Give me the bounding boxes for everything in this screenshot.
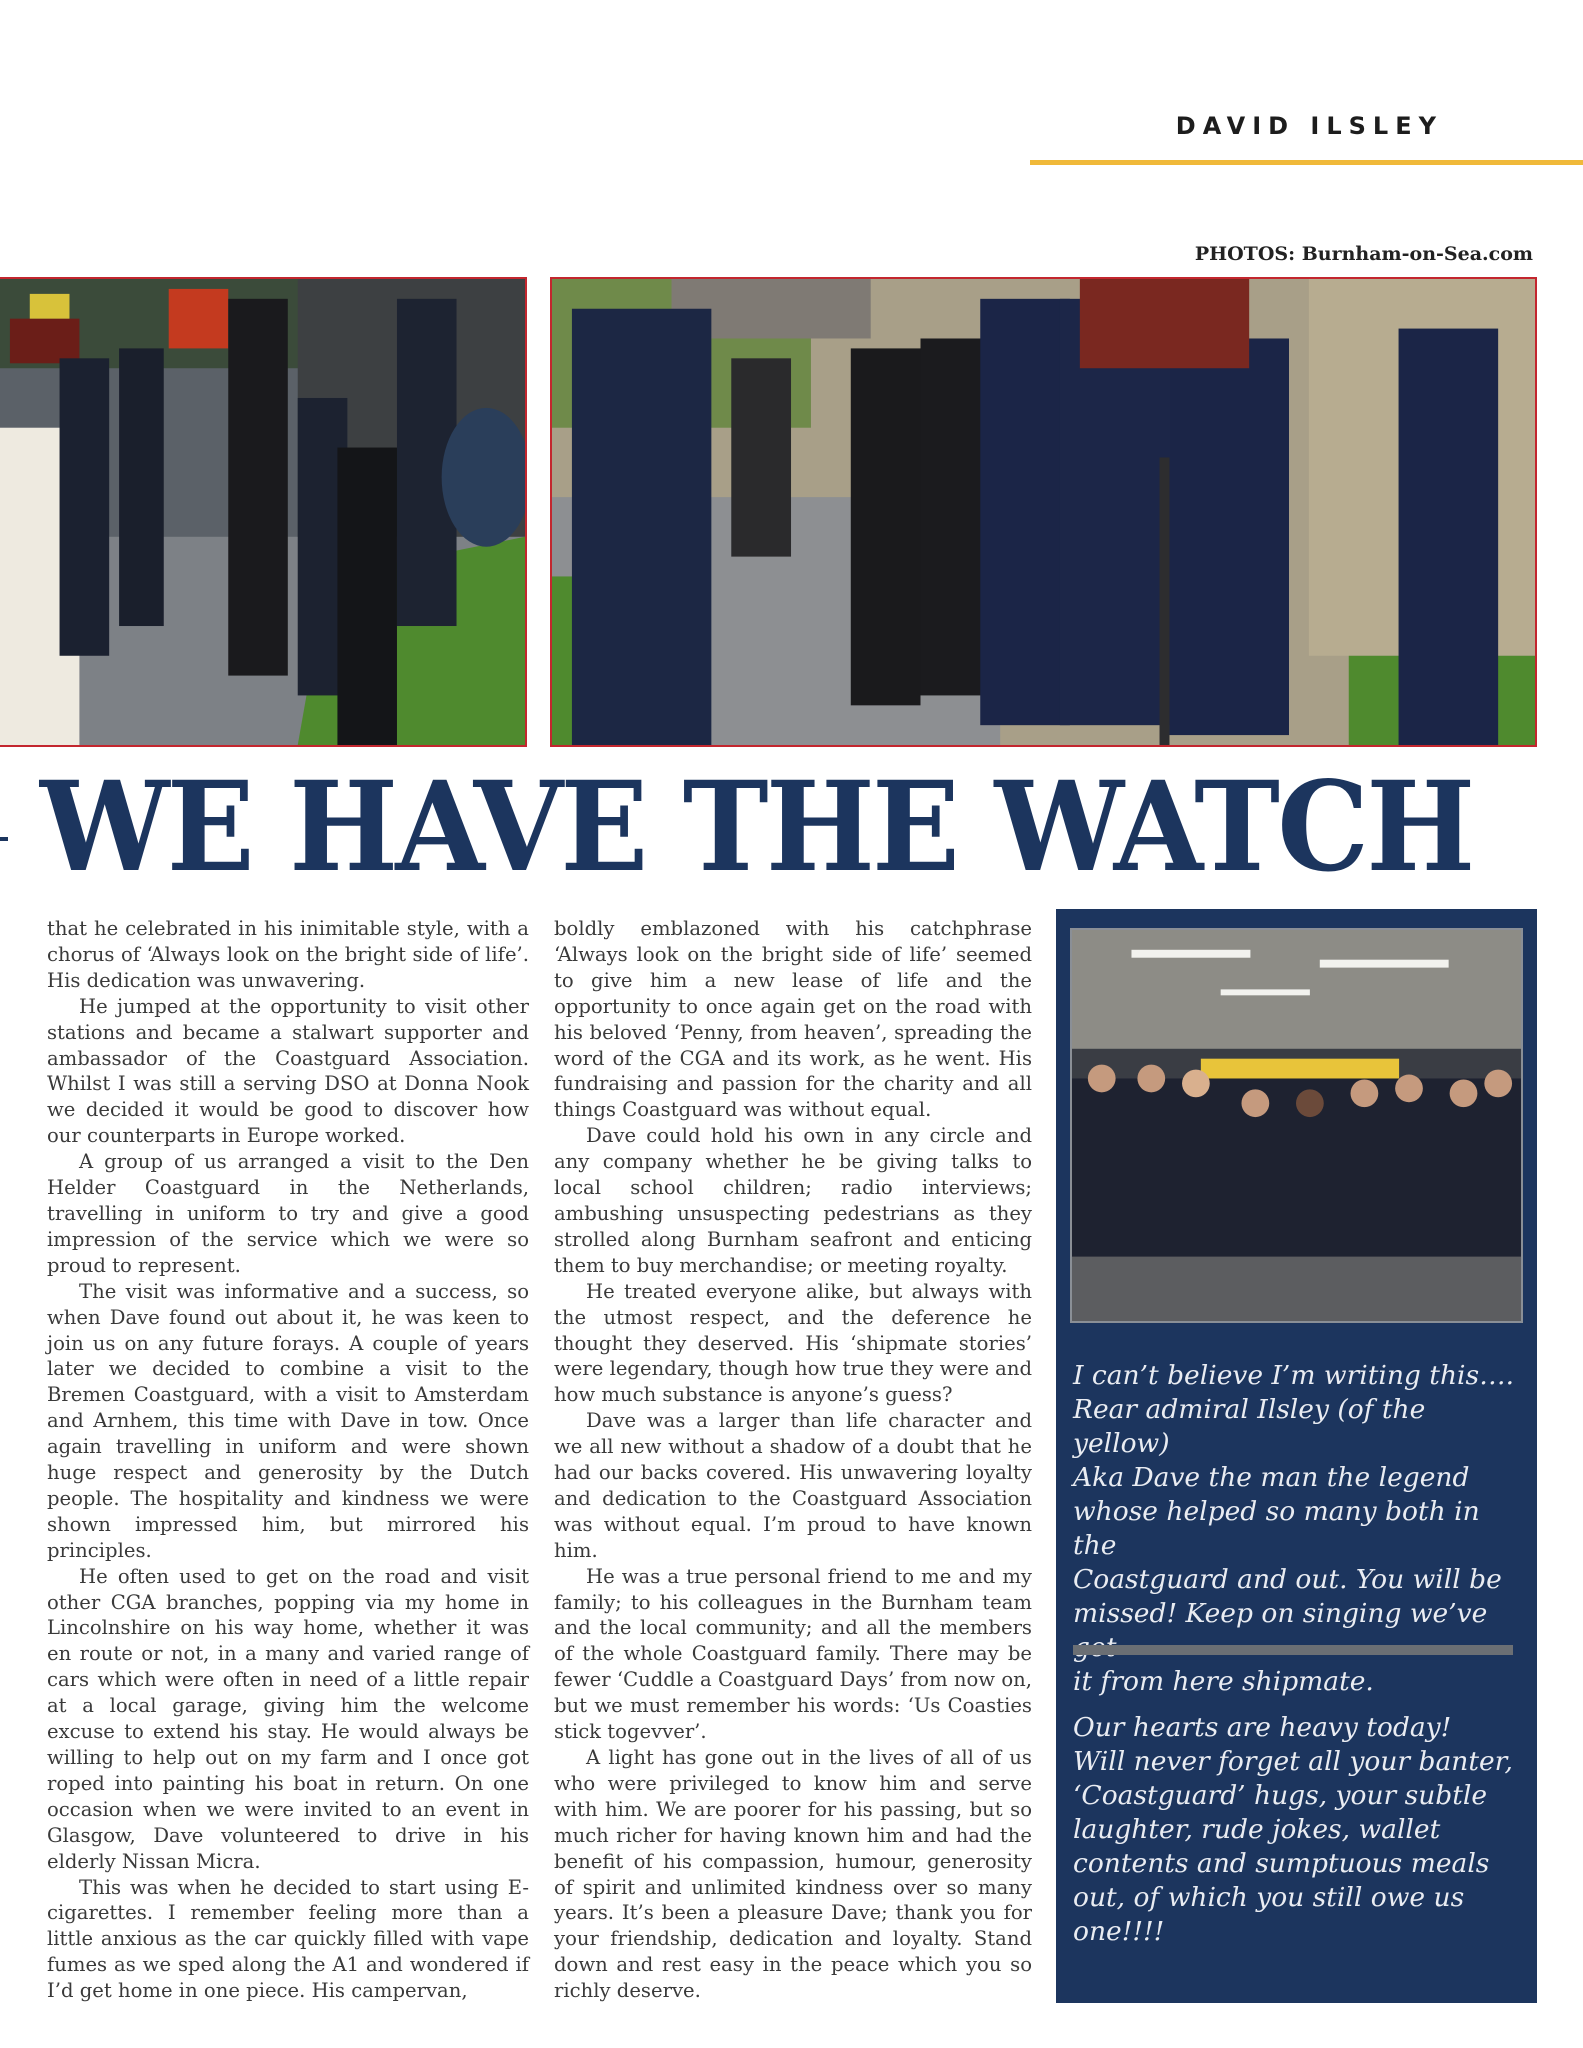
paragraph: Dave was a larger than life character and we all new without a shadow of a doubt that he had our backs covered. His unwavering loyalty and dedication to the Coastguard Association was without equal. I’m proud to have known him. [554, 1409, 1032, 1562]
crew-group-photo [1070, 928, 1523, 1323]
paragraph: that he celebrated in his inimitable style, with a chorus of ‘Always look on the bright side of life’. His dedication was unwavering. [47, 917, 529, 992]
article-column-1 [47, 916, 529, 2004]
photo-credit: PHOTOS: Burnham-on-Sea.com [1194, 243, 1533, 265]
headline-dash [0, 837, 8, 841]
paragraph: The visit was informative and a success, so when Dave found out about it, he was keen to join us on any future forays. A couple of years later we decided to combine a visit to the Bremen Coastguard, with a visit to Amsterdam and Arnhem, this time with Dave in tow. Once again travelling in uniform and were shown huge respect and generosity by the Dutch people. The hospitality and kindness we were shown impressed him, but mirrored his principles. [47, 1279, 529, 1562]
section-header-name: DAVID ILSLEY [1175, 112, 1443, 140]
paragraph: He treated everyone alike, but always with the utmost respect, and the deference he thought they deserved. His ‘shipmate stories’ were legendary, though how true they were and how much substance is anyone’s guess? [554, 1279, 1032, 1407]
paragraph: This was when he decided to start using E-cigarettes. I remember feeling more than a little anxious as the car quickly filled with vape fumes as we sped along the A1 and wondered if I’d get home in one piece. His campervan, [47, 1875, 529, 2003]
paragraph: A light has gone out in the lives of all of us who were privileged to know him and serve with him. We are poorer for his passing, but so much richer for having known him and had the benefit of his compassion, humour, generosity of spirit and unlimited kindness over so many years. It’s been a pleasure Dave; thank you for your friendship, dedication and loyalty. Stand down and rest easy in the peace which you so richly deserve. [554, 1746, 1032, 2003]
article-headline: WE HAVE THE WATCH [40, 755, 1473, 900]
paragraph: He often used to get on the road and visit other CGA branches, popping via my home in Lincolnshire on his way home, whether it was en route or not, in a many and varied range of cars which were often in need of a little repair at a local garage, giving him the welcome excuse to extend his stay. He would always be willing to help out on my farm and I once got roped into painting his boat in return. On one occasion when we were invited to an event in Glasgow, Dave volunteered to drive in his elderly Nissan Micra. [47, 1564, 529, 1873]
funeral-photo-left [0, 277, 527, 747]
paragraph: boldly emblazoned with his catchphrase ‘Always look on the bright side of life’ seemed to give him a new lease of life and the opportunity to once again get on the road with his beloved ‘Penny, from heaven’, spreading the word of the CGA and its work, as he went. His fundraising and passion for the charity and all things Coastguard was without equal. [554, 917, 1032, 1122]
header-rule [1030, 160, 1583, 165]
tribute-quote-2: Our hearts are heavy today! Will never forget all your banter, ‘Coastguard’ hugs, your subtle laughter, rude jokes, wallet contents and sumptuous meals out, of which you still owe us one!!!! [1073, 1712, 1513, 1947]
paragraph: A group of us arranged a visit to the Den Helder Coastguard in the Netherlands, travelling in uniform to try and give a good impression of the service which we were so proud to represent. [47, 1150, 529, 1277]
funeral-photo-right [550, 277, 1537, 747]
paragraph: Dave could hold his own in any circle and any company whether he be giving talks to local school children; radio interviews; ambushing unsuspecting pedestrians as they strolled along Burnham seafront and enticing them to buy merchandise; or meeting royalty. [554, 1124, 1032, 1277]
article-column-2 [554, 916, 1032, 2004]
tribute-quote-1: I can’t believe I’m writing this…. Rear admiral Ilsley (of the yellow) Aka Dave the man the legend whose helped so many both in the Coastguard and out. You will be missed! Keep on singing we’ve it from here shipmate. [1073, 1360, 1515, 1697]
paragraph: He jumped at the opportunity to visit other stations and became a stalwart supporter and ambassador of the Coastguard Association. Whilst I was still a serving DSO at Donna Nook we decided it would be good to discover how our counterparts in Europe worked. [47, 994, 529, 1148]
sidebar-divider [1073, 1645, 1513, 1655]
paragraph: He was a true personal friend to me and my family; to his colleagues in the Burnham team and the local community; and all the members of the whole Coastguard family. There may be fewer ‘Cuddle a Coastguard Days’ from now on, but we must remember his words: ‘Us Coasties stick togevver’. [554, 1564, 1032, 1744]
